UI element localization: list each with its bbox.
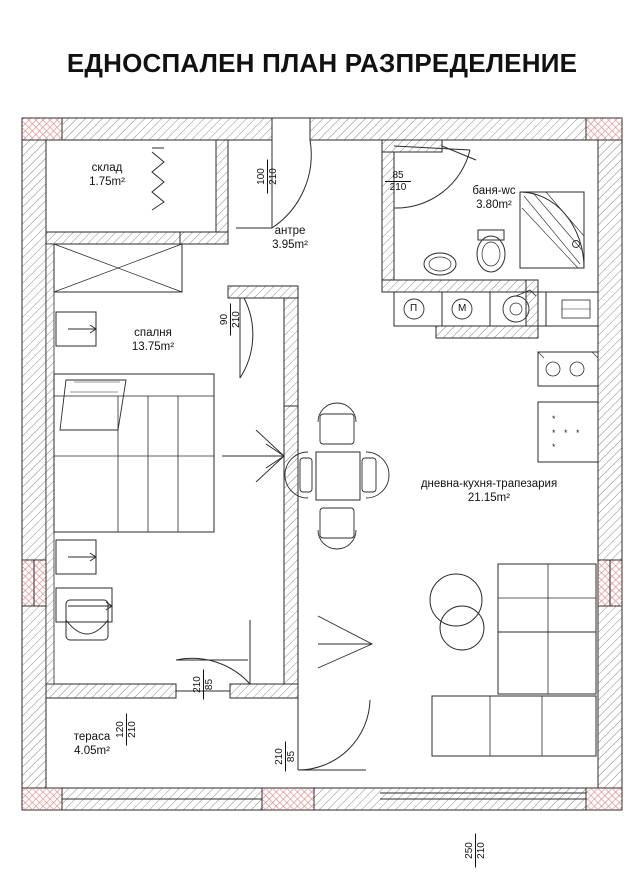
storage-shelving bbox=[152, 148, 164, 210]
room-label-living-kitchen-dining: дневна-кухня-трапезария 21.15m² bbox=[420, 478, 558, 504]
appliance-label-dishwasher: П bbox=[410, 303, 418, 314]
room-label-storage: склад 1.75m² bbox=[89, 162, 125, 188]
bedroom-furniture bbox=[54, 244, 284, 640]
svg-text:*: * bbox=[552, 442, 556, 452]
room-label-bedroom: спалня 13.75m² bbox=[131, 327, 175, 353]
dining-set bbox=[285, 403, 389, 549]
kitchen-units bbox=[394, 290, 598, 462]
window-openings bbox=[34, 560, 610, 799]
svg-text:*: * bbox=[564, 428, 568, 438]
dimension-door-bathroom: $\frac{85}{210}$ bbox=[385, 170, 411, 193]
appliance-label-washing-machine: М bbox=[458, 303, 467, 314]
svg-text:*: * bbox=[552, 414, 556, 424]
svg-text:*: * bbox=[552, 428, 556, 438]
svg-text:*: * bbox=[576, 428, 580, 438]
structural-columns bbox=[22, 118, 622, 810]
room-label-terrace: тераса 4.05m² bbox=[73, 731, 111, 757]
walls bbox=[22, 118, 622, 810]
room-label-hallway: антре 3.95m² bbox=[272, 225, 308, 251]
room-label-bathroom: баня-wc 3.80m² bbox=[472, 185, 516, 211]
page-title: ЕДНОСПАЛЕН ПЛАН РАЗПРЕДЕЛЕНИЕ bbox=[66, 48, 578, 78]
living-room-furniture bbox=[318, 564, 596, 756]
